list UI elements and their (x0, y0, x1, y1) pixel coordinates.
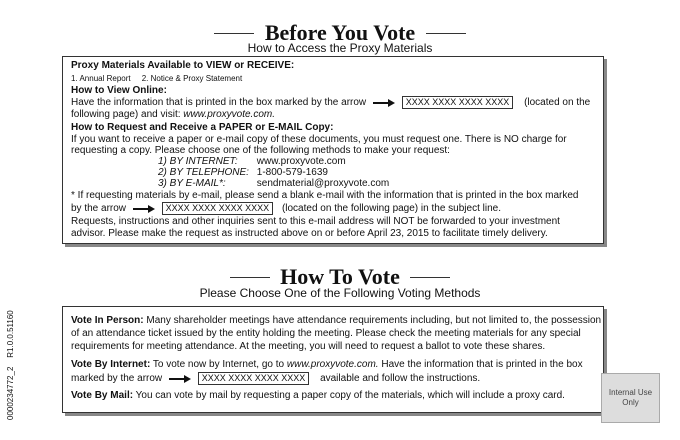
vote-internet-line1 (71, 359, 583, 371)
method-internet-value[interactable]: www.proxyvote.com (256, 156, 346, 167)
view-online-text3: following page) and visit: (71, 109, 181, 120)
voting-methods-subtitle: Please Choose One of the Following Voting Methods (199, 286, 481, 300)
vote-internet-line2 (71, 372, 480, 385)
arrow-icon (133, 204, 155, 214)
method-email-value[interactable]: sendmaterial@proxyvote.com (256, 178, 390, 189)
view-online-text2: (located on the (524, 97, 591, 109)
title-rule-right (410, 277, 450, 278)
view-online-line1 (71, 96, 590, 109)
vote-in-person-text1: Many shareholder meetings have attendance requirements including, but not limited to, the possession (146, 315, 602, 326)
request-text1: If you want to receive a paper or e-mail copy of these documents, you must request one. There is NO charge for (71, 134, 567, 145)
vote-internet-text2a: marked by the arrow (71, 373, 163, 385)
vote-internet-link[interactable]: www.proxyvote.com. (286, 359, 379, 370)
vote-internet-text1a: To vote now by Internet, go to (152, 359, 285, 370)
vote-internet-text2b: available and follow the instructions. (320, 373, 481, 385)
method-email (158, 178, 389, 190)
materials-list: 1. Annual Report 2. Notice & Proxy Statement (71, 74, 243, 83)
voting-methods-box (62, 306, 604, 413)
email-note-text2a: by the arrow (71, 203, 127, 215)
side-document-code: 0000234772_2 R1.0.0.51160 (6, 310, 15, 420)
email-note-line1: * If requesting materials by e-mail, please send a blank e-mail with the information that is printed in the box marked (71, 190, 579, 201)
vote-in-person-text3: requirements for meeting attendance. At the meeting, you will need to request a ballot to vote these shares. (71, 341, 546, 352)
arrow-icon (169, 374, 191, 384)
method-telephone-label: 2) BY TELEPHONE: (158, 167, 249, 178)
control-number-box: XXXX XXXX XXXX XXXX (162, 202, 274, 215)
vote-in-person-label: Vote In Person: (71, 315, 144, 326)
method-email-label: 3) BY E-MAIL*: (158, 178, 226, 189)
proxyvote-link[interactable]: www.proxyvote.com. (183, 109, 275, 120)
control-number-box: XXXX XXXX XXXX XXXX (402, 96, 514, 109)
title-rule-left (214, 33, 254, 34)
method-telephone-value: 1-800-579-1639 (256, 167, 328, 178)
request-text2: requesting a copy. Please choose one of the following methods to make your request: (71, 145, 450, 156)
vote-mail-text: You can vote by mail by requesting a paper copy of the materials, which will include a proxy card. (135, 390, 565, 401)
footer-line2: advisor. Please make the request as instructed above on or before April 23, 2015 to facilitate timely delivery. (71, 228, 548, 239)
vote-in-person-line1 (71, 315, 601, 327)
method-internet-label: 1) BY INTERNET: (158, 156, 238, 167)
vote-mail-line (71, 390, 565, 402)
title-rule-right (426, 33, 466, 34)
view-online-text1: Have the information that is printed in the box marked by the arrow (71, 97, 367, 109)
control-number-box: XXXX XXXX XXXX XXXX (198, 372, 310, 385)
email-note-text2b: (located on the following page) in the subject line. (281, 203, 501, 215)
footer-line1: Requests, instructions and other inquiries sent to this e-mail address will NOT be forwarded to your investment (71, 216, 560, 227)
view-online-line2 (71, 109, 275, 121)
before-you-vote-title: Before You Vote (264, 20, 416, 45)
vote-internet-label: Vote By Internet: (71, 359, 151, 370)
title-rule-left (230, 277, 270, 278)
vote-in-person-text2: of an attendance ticket issued by the entity holding the meeting. Please check the meeting materials for any special (71, 328, 581, 339)
vote-mail-label: Vote By Mail: (71, 390, 134, 401)
view-online-heading: How to View Online: (71, 85, 167, 96)
access-proxy-subtitle: How to Access the Proxy Materials (247, 41, 433, 55)
how-to-vote-title: How To Vote (280, 264, 400, 289)
proxy-materials-box (62, 56, 604, 244)
request-heading: How to Request and Receive a PAPER or E-MAIL Copy: (71, 122, 334, 133)
arrow-icon (373, 98, 395, 108)
vote-internet-text1b: Have the information that is printed in the box (381, 359, 583, 370)
internal-use-box: Internal Use Only (601, 373, 660, 423)
materials-heading: Proxy Materials Available to VIEW or RECEIVE: (71, 60, 295, 71)
email-note-line2 (71, 202, 501, 215)
